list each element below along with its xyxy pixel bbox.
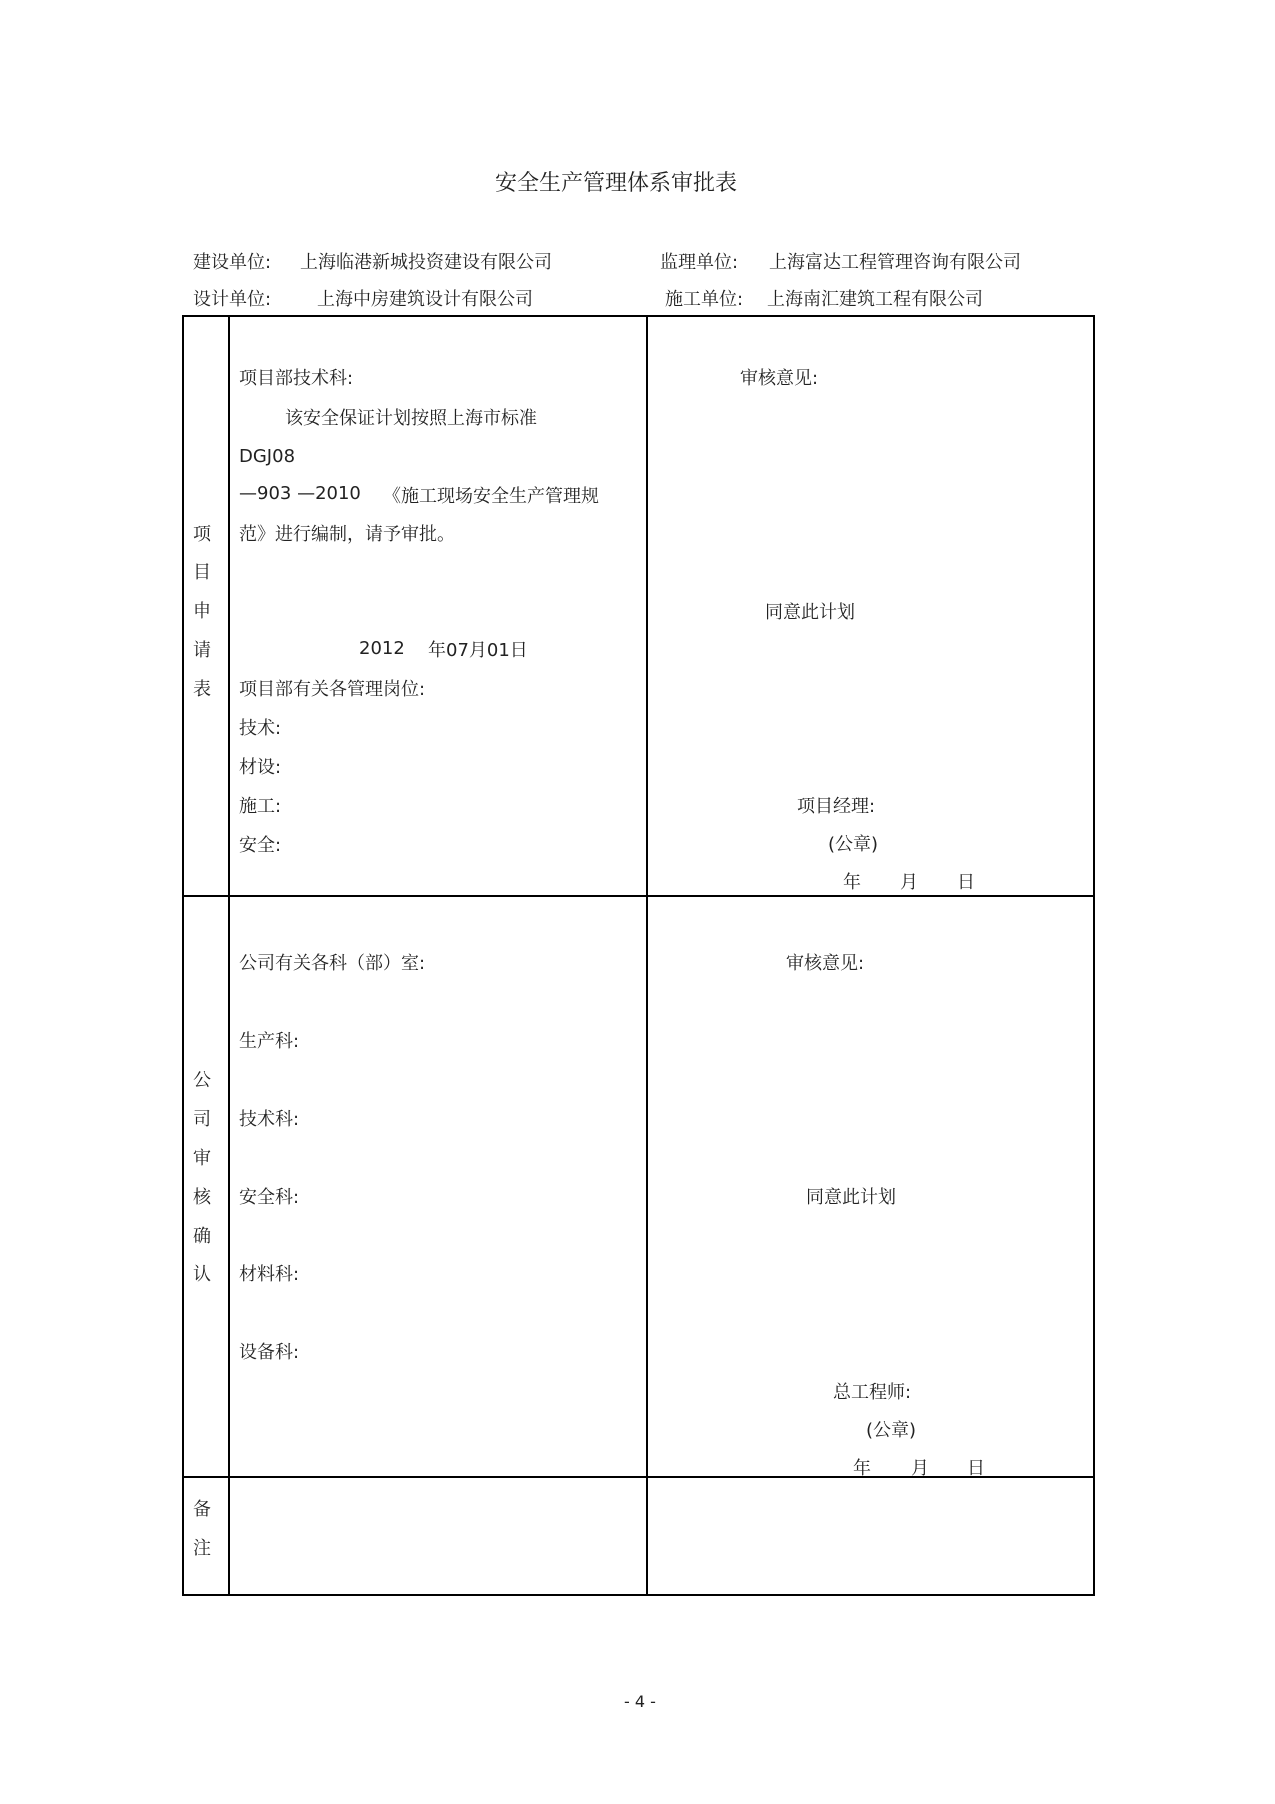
table-border-bottom xyxy=(182,1594,1095,1596)
section2-side-char: 确 xyxy=(193,1226,211,1247)
plan-body-line3a: —903 —2010 xyxy=(239,483,361,504)
section2-date-year: 年 xyxy=(853,1458,871,1479)
post-construction: 施工: xyxy=(239,796,282,817)
section2-side-char: 核 xyxy=(193,1187,211,1208)
section3-side-char: 备 xyxy=(193,1499,211,1520)
section1-opinion: 同意此计划 xyxy=(765,602,855,623)
section2-review-label: 审核意见: xyxy=(786,953,865,974)
section3-side-char: 注 xyxy=(193,1538,211,1559)
company-depts-title: 公司有关各科（部）室: xyxy=(239,953,426,974)
construct-unit-label: 施工单位: xyxy=(665,289,744,310)
section1-seal: (公章) xyxy=(828,834,879,855)
build-unit-label: 建设单位: xyxy=(193,252,272,273)
project-manager-label: 项目经理: xyxy=(797,796,876,817)
section2-date-day: 日 xyxy=(967,1458,985,1479)
section1-side-char: 请 xyxy=(193,640,211,661)
table-divider-2 xyxy=(182,1476,1095,1478)
section2-side-char: 认 xyxy=(193,1264,211,1285)
table-border-right xyxy=(1093,315,1095,1596)
section2-seal: (公章) xyxy=(866,1420,917,1441)
table-border-left xyxy=(182,315,184,1596)
section1-date-month: 月 xyxy=(900,872,918,893)
section1-side-char: 项 xyxy=(193,524,211,545)
plan-body-line3b: 《施工现场安全生产管理规 xyxy=(383,486,599,507)
table-center-divider xyxy=(646,315,648,1596)
dept-safety: 安全科: xyxy=(239,1187,300,1208)
dept-production: 生产科: xyxy=(239,1031,300,1052)
plan-body-line4: 范》进行编制，请予审批。 xyxy=(239,524,455,545)
application-date-year: 2012 xyxy=(359,638,405,659)
table-label-divider xyxy=(228,315,230,1596)
plan-body-line2: DGJ08 xyxy=(239,446,296,467)
chief-engineer-label: 总工程师: xyxy=(833,1382,912,1403)
plan-body-line1: 该安全保证计划按照上海市标准 xyxy=(285,408,537,429)
section2-side-char: 审 xyxy=(193,1148,211,1169)
dept-material: 材料科: xyxy=(239,1264,300,1285)
post-tech: 技术: xyxy=(239,718,282,739)
section2-opinion: 同意此计划 xyxy=(806,1187,896,1208)
design-unit-label: 设计单位: xyxy=(193,289,272,310)
project-tech-dept: 项目部技术科: xyxy=(239,368,354,389)
section1-date-day: 日 xyxy=(957,872,975,893)
section2-side-char: 公 xyxy=(193,1070,211,1091)
post-safety: 安全: xyxy=(239,835,282,856)
section1-side-char: 表 xyxy=(193,679,211,700)
post-material: 材设: xyxy=(239,757,282,778)
section1-review-label: 审核意见: xyxy=(740,368,819,389)
build-unit-value: 上海临港新城投资建设有限公司 xyxy=(300,252,552,273)
design-unit-value: 上海中房建筑设计有限公司 xyxy=(317,289,533,310)
page-number: - 4 - xyxy=(624,1692,656,1711)
section1-side-char: 申 xyxy=(193,601,211,622)
table-divider-1 xyxy=(182,895,1095,897)
section1-date-year: 年 xyxy=(843,872,861,893)
project-posts-title: 项目部有关各管理岗位: xyxy=(239,679,426,700)
page-title: 安全生产管理体系审批表 xyxy=(495,171,738,196)
supervise-unit-label: 监理单位: xyxy=(660,252,739,273)
table-border-top xyxy=(182,315,1095,317)
section2-date-month: 月 xyxy=(911,1458,929,1479)
application-date-rest: 年07月01日 xyxy=(428,640,528,661)
section2-side-char: 司 xyxy=(193,1109,211,1130)
section1-side-char: 目 xyxy=(193,562,211,583)
construct-unit-value: 上海南汇建筑工程有限公司 xyxy=(767,289,983,310)
dept-equipment: 设备科: xyxy=(239,1342,300,1363)
supervise-unit-value: 上海富达工程管理咨询有限公司 xyxy=(769,252,1021,273)
dept-tech: 技术科: xyxy=(239,1109,300,1130)
